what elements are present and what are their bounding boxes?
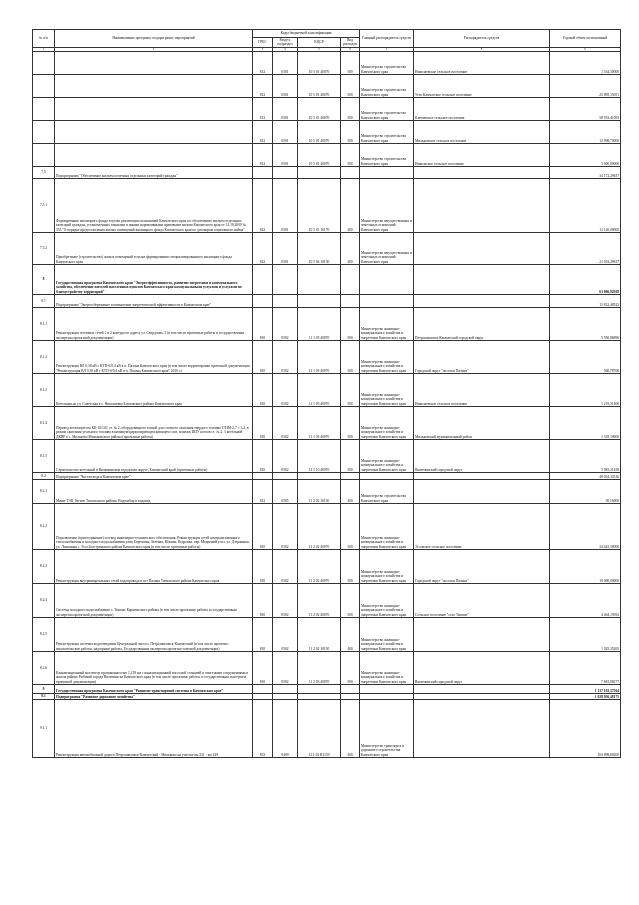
table-row <box>33 480 621 504</box>
row-recipient: Николаевское сельское поселение <box>414 52 550 75</box>
row-kcsr: 11 2 03 40070 <box>298 652 341 685</box>
row-recipient: Николаевское сельское поселение <box>414 374 550 407</box>
header-codes-group: Коды бюджетной классификации <box>253 30 360 38</box>
row-amount: 13 120,00000 <box>550 179 621 233</box>
table-row <box>33 179 621 233</box>
row-name: Подпрограмма "Энергосбережение и повышение энергетической эффективности в Камчатском крае" <box>55 295 253 308</box>
row-grbs: 810 <box>253 341 273 374</box>
row-main-manager: Министерство жилищно-коммунального хозяйства и энергетики Камчатского края <box>360 584 414 618</box>
row-grbs: 812 <box>253 121 273 144</box>
row-number <box>33 144 55 167</box>
table-row <box>33 167 621 179</box>
row-grbs: 810 <box>253 504 273 550</box>
row-expense-type: 500 <box>341 75 360 98</box>
row-main-manager: Министерство строительства Камчатского края <box>360 75 414 98</box>
row-grbs <box>253 295 273 308</box>
row-kcsr: 12 1 02 R1150 <box>298 700 341 758</box>
row-kcsr: 10 5 01 40070 <box>298 52 341 75</box>
row-number <box>33 121 55 144</box>
row-expense-type: 400 <box>341 480 360 504</box>
row-name: Реконструкция ВЛ 0,38 кВ с КТП-6/0,4 кВ в п. Палана Камчатского края (в том числе корректировка проектной документации "Реконструкция ВЛ 0,38 кВ с КТП-6/0,4 кВ в п. Палана Камчатского края" 2016 г.) <box>55 341 253 374</box>
row-amount: 1 137 102,37564 <box>550 685 621 694</box>
row-expense-type: 500 <box>341 550 360 584</box>
row-section <box>273 295 298 308</box>
row-kcsr: 10 5 01 40070 <box>298 75 341 98</box>
row-name: Реконструкция системы водоотведения Центральной части г. Петропавловск-Камчатский (в том числе проектно-изыскательские работы, надзорные работы, Государственная экспертиза проектно-сметной документации) <box>55 618 253 652</box>
row-amount: 7 681,08277 <box>550 652 621 685</box>
row-number: 8.2.4 <box>33 584 55 618</box>
row-main-manager: Министерство жилищно-коммунального хозяйства и энергетики Камчатского края <box>360 618 414 652</box>
row-recipient <box>414 179 550 233</box>
row-expense-type: 500 <box>341 308 360 341</box>
row-expense-type <box>341 265 360 295</box>
row-name: Приобретение (строительство) жилых помещений в целях формирования специализированного жилищного фонда Камчатского края <box>55 233 253 265</box>
row-expense-type: 500 <box>341 52 360 75</box>
row-amount: 21 052,29637 <box>550 233 621 265</box>
row-expense-type <box>341 167 360 179</box>
row-kcsr <box>298 685 341 694</box>
row-name: Подпрограмма "Чистая вода в Камчатском крае" <box>55 473 253 480</box>
row-recipient: Вилючинский городской округ <box>414 440 550 473</box>
row-recipient: Эссовское сельское поселение <box>414 504 550 550</box>
row-number: 8.1.2 <box>33 341 55 374</box>
row-recipient: Городской округ "поселок Палана" <box>414 550 550 584</box>
table-header <box>33 30 621 52</box>
row-number: 8.2.3 <box>33 550 55 584</box>
header-name: Наименование программ, подпрограмм, мероприятий <box>55 30 253 48</box>
row-main-manager: Министерство строительства Камчатского края <box>360 480 414 504</box>
row-number: 8.1.3 <box>33 374 55 407</box>
row-main-manager: Министерство строительства Камчатского края <box>360 52 414 75</box>
row-expense-type <box>341 685 360 694</box>
row-main-manager: Министерство жилищно-коммунального хозяйства и энергетики Камчатского края <box>360 550 414 584</box>
row-kcsr: 11 2 02 40070 <box>298 504 341 550</box>
row-expense-type: 400 <box>341 700 360 758</box>
row-amount: 5 983,21458 <box>550 440 621 473</box>
column-index: 1 <box>33 48 55 52</box>
row-name <box>55 52 253 75</box>
row-main-manager: Министерство транспорта и дорожного строительства Камчатского края <box>360 700 414 758</box>
column-index: 9 <box>550 48 621 52</box>
row-main-manager <box>360 473 414 480</box>
table-row <box>33 685 621 694</box>
row-number: 9 <box>33 685 55 694</box>
row-number: 8.1 <box>33 295 55 308</box>
table-row <box>33 52 621 75</box>
table-body <box>33 52 621 758</box>
row-expense-type <box>341 295 360 308</box>
table-row <box>33 144 621 167</box>
row-recipient: Ключевское сельское поселение <box>414 98 550 121</box>
row-grbs: 810 <box>253 407 273 440</box>
row-amount: 15 832,48522 <box>550 295 621 308</box>
table-row <box>33 341 621 374</box>
row-kcsr: 11 1 10 40070 <box>298 440 341 473</box>
row-amount: 25 895,15051 <box>550 75 621 98</box>
column-index: 7 <box>360 48 414 52</box>
row-section: 0502 <box>273 618 298 652</box>
row-main-manager: Министерство строительства Камчатского края <box>360 121 414 144</box>
row-amount: 1 028 956,48175 <box>550 694 621 700</box>
row-recipient: Сельское поселение "село Тымлат" <box>414 584 550 618</box>
row-recipient <box>414 685 550 694</box>
row-recipient <box>414 480 550 504</box>
row-number: 8.2.1 <box>33 480 55 504</box>
row-grbs: 812 <box>253 144 273 167</box>
row-expense-type: 500 <box>341 121 360 144</box>
row-amount: 1 534,30000 <box>550 52 621 75</box>
row-main-manager <box>360 685 414 694</box>
row-kcsr <box>298 295 341 308</box>
row-kcsr: 11 1 05 40070 <box>298 407 341 440</box>
row-main-manager: Министерство жилищно-коммунального хозяйства и энергетики Камчатского края <box>360 504 414 550</box>
row-name: Реконструкция тепловых сетей 1 и 2 контура по адресу ул. Свердлова, 3 (в том числе проектные работы и государственная экспертиза проектной документации) <box>55 308 253 341</box>
row-amount: 24 443,58000 <box>550 504 621 550</box>
row-name: Котельная на ул. Советская в с. Николаевка Елизовского района Камчатского края <box>55 374 253 407</box>
row-name <box>55 75 253 98</box>
row-kcsr <box>298 473 341 480</box>
row-name: Подпрограмма "Обеспечение жильем почетных отдельных категорий граждан" <box>55 167 253 179</box>
table-row <box>33 121 621 144</box>
row-recipient: Вилючинский городской округ <box>414 652 550 685</box>
header-vr: Вид расходов <box>341 37 360 47</box>
row-number <box>33 52 55 75</box>
row-grbs: 810 <box>253 652 273 685</box>
row-number: 7.5 <box>33 167 55 179</box>
table-row <box>33 700 621 758</box>
row-main-manager: Министерство жилищно-коммунального хозяйства и энергетики Камчатского края <box>360 341 414 374</box>
header-rzpr: Раздел, подраздел <box>273 37 298 47</box>
row-section: 0502 <box>273 504 298 550</box>
row-expense-type: 500 <box>341 504 360 550</box>
column-index: 6 <box>341 48 360 52</box>
row-grbs: 812 <box>253 480 273 504</box>
row-grbs: 812 <box>253 75 273 98</box>
table-row <box>33 233 621 265</box>
row-main-manager: Министерство жилищно-коммунального хозяйства и энергетики Камчатского края <box>360 407 414 440</box>
row-grbs: 810 <box>253 374 273 407</box>
row-recipient <box>414 295 550 308</box>
column-index: 3 <box>253 48 273 52</box>
row-recipient: Городской округ "поселок Палана" <box>414 341 550 374</box>
header-grbs: ГРБС <box>253 37 273 47</box>
row-section: 0502 <box>273 308 298 341</box>
row-grbs <box>253 265 273 295</box>
table-row <box>33 98 621 121</box>
row-grbs: 812 <box>253 52 273 75</box>
row-amount: 3 600,00000 <box>550 144 621 167</box>
row-section: 0502 <box>273 374 298 407</box>
row-amount: 560,78768 <box>550 341 621 374</box>
row-name: Подключение (присоединение) и отвод инженерно-технического обеспечения. Реконструкция сетей централизованного теплоснабжения и холодного водоснабжения улиц Березовая, Зеленая, Южная, Кедровая, пер. Медвежий угол, ул. Дзержинка, ул. Лимонная с. Эссо Быстринского района Камчатского края (в том числе проектные работы) <box>55 504 253 550</box>
row-amount: 1 025,35265 <box>550 618 621 652</box>
column-index: 2 <box>55 48 253 52</box>
row-section: 0502 <box>273 440 298 473</box>
header-kcsr: КЦСР <box>298 37 341 47</box>
row-expense-type: 400 <box>341 233 360 265</box>
row-section: 0501 <box>273 75 298 98</box>
row-number: 9.1 <box>33 694 55 700</box>
row-grbs: 810 <box>253 618 273 652</box>
budget-table <box>32 29 621 758</box>
row-section: 0501 <box>273 144 298 167</box>
row-number: 8.1.4 <box>33 407 55 440</box>
row-main-manager <box>360 265 414 295</box>
row-grbs: 833 <box>253 700 273 758</box>
table-row <box>33 584 621 618</box>
row-amount: 34 172,29637 <box>550 167 621 179</box>
row-main-manager: Министерство жилищно-коммунального хозяйства и энергетики Камчатского края <box>360 374 414 407</box>
table-row <box>33 407 621 440</box>
row-kcsr: 11 2 02 10130 <box>298 618 341 652</box>
row-expense-type: 400 <box>341 618 360 652</box>
row-recipient <box>414 700 550 758</box>
row-grbs: 810 <box>253 550 273 584</box>
table-row <box>33 473 621 480</box>
row-recipient <box>414 265 550 295</box>
row-amount: 4 464,15954 <box>550 584 621 618</box>
row-name <box>55 121 253 144</box>
row-name: Строительство котельной в Вилючинском городском округе, Камчатский край (проектные работы) <box>55 440 253 473</box>
row-kcsr: 11 2 02 40070 <box>298 584 341 618</box>
row-section: 0502 <box>273 407 298 440</box>
row-expense-type: 500 <box>341 374 360 407</box>
row-main-manager: Министерство жилищно-коммунального хозяйства и энергетики Камчатского края <box>360 308 414 341</box>
row-number: 8.2.5 <box>33 618 55 652</box>
row-section: 0502 <box>273 584 298 618</box>
row-amount: 50,16000 <box>550 480 621 504</box>
row-kcsr: 11 2 02 40070 <box>298 550 341 584</box>
row-name: Реконструкция автомобильной дороги Петропавловск-Камчатский - Мильково на участке км 231 - км 249 <box>55 700 253 758</box>
row-number: 8.2.2 <box>33 504 55 550</box>
row-number: 8 <box>33 265 55 295</box>
table-row <box>33 265 621 295</box>
row-name <box>55 98 253 121</box>
row-expense-type: 500 <box>341 341 360 374</box>
row-section: 0502 <box>273 550 298 584</box>
row-section: 0501 <box>273 121 298 144</box>
row-main-manager: Министерство жилищно-коммунального хозяйства и энергетики Камчатского края <box>360 440 414 473</box>
table-row <box>33 550 621 584</box>
row-expense-type: 500 <box>341 652 360 685</box>
table-row <box>33 295 621 308</box>
row-expense-type: 500 <box>341 98 360 121</box>
row-main-manager: Министерство строительства Камчатского края <box>360 98 414 121</box>
row-amount: 10 000,00000 <box>550 550 621 584</box>
row-recipient <box>414 167 550 179</box>
row-section: 0409 <box>273 700 298 758</box>
row-section: 0501 <box>273 98 298 121</box>
row-grbs: 812 <box>253 98 273 121</box>
table-row <box>33 374 621 407</box>
column-index: 4 <box>273 48 298 52</box>
row-number: 7.5.1 <box>33 179 55 233</box>
header-amount: Годовой объем ассигнований <box>550 30 621 48</box>
row-kcsr: 11 2 02 10130 <box>298 480 341 504</box>
row-main-manager: Министерство имущественных и земельных отношений Камчатского края <box>360 179 414 233</box>
row-number: 8.1.1 <box>33 308 55 341</box>
row-kcsr: 11 1 05 40070 <box>298 308 341 341</box>
table-row <box>33 75 621 98</box>
column-index: 8 <box>414 48 550 52</box>
row-section <box>273 473 298 480</box>
row-name: Государственная программа Камчатского края "Энергоэффективность, развитие энергетики и коммунального хозяйства, обеспечение жителей населенных пунктов Камчатского края коммунальными услугами и услугами по благоустройству территорий" <box>55 265 253 295</box>
row-section: 0501 <box>273 179 298 233</box>
row-amount: 104 896,00200 <box>550 700 621 758</box>
row-expense-type: 500 <box>341 440 360 473</box>
row-section <box>273 685 298 694</box>
row-recipient <box>414 233 550 265</box>
row-expense-type: 500 <box>341 144 360 167</box>
column-index: 5 <box>298 48 341 52</box>
header-recipient: Распорядитель средств <box>414 30 550 48</box>
row-grbs: 822 <box>253 233 273 265</box>
row-main-manager: Министерство жилищно-коммунального хозяйства и энергетики Камчатского края <box>360 652 414 685</box>
row-main-manager: Министерство строительства Камчатского края <box>360 144 414 167</box>
row-name: Система холодного водоснабжения с. Тымлат Карагинского района (в том числе проектные работы и государственная экспертиза проектной документации) <box>55 584 253 618</box>
row-recipient: Мильковское сельское поселение <box>414 121 550 144</box>
row-expense-type <box>341 473 360 480</box>
row-kcsr: 10 5 01 40070 <box>298 144 341 167</box>
row-kcsr: 10 5 01 40070 <box>298 98 341 121</box>
row-section: 0502 <box>273 341 298 374</box>
row-amount: 5 550,86896 <box>550 308 621 341</box>
row-kcsr: 10 5 01 10170 <box>298 179 341 233</box>
row-recipient <box>414 618 550 652</box>
row-recipient: Мильковский муниципальный район <box>414 407 550 440</box>
header-num: № п/п <box>33 30 55 48</box>
row-number <box>33 98 55 121</box>
row-kcsr <box>298 265 341 295</box>
table-row <box>33 652 621 685</box>
row-number: 8.2.6 <box>33 652 55 685</box>
table-row <box>33 504 621 550</box>
row-name: Мини-ТЭЦ Тигиль Тигильского района. Водозабор и водовод <box>55 480 253 504</box>
row-kcsr: 10 5 01 40070 <box>298 121 341 144</box>
row-section: 0505 <box>273 480 298 504</box>
table-row <box>33 618 621 652</box>
row-expense-type: 400 <box>341 179 360 233</box>
row-grbs: 810 <box>253 584 273 618</box>
row-name: Формирование жилищного фонда в целях реализации полномочий Камчатского края по обеспечению жильем отдельных категорий граждан, установленных законами и иными нормативными правовыми актами Камчатского края от 31.10.2009 № 353 "О порядке предоставления жилых помещений жилищного фонда Камчатского края по договорам социального найма" <box>55 179 253 233</box>
row-section: 0502 <box>273 652 298 685</box>
row-kcsr <box>298 167 341 179</box>
row-number: 8.2 <box>33 473 55 480</box>
row-grbs <box>253 685 273 694</box>
row-section <box>273 265 298 295</box>
row-amount: 12 998,70000 <box>550 121 621 144</box>
row-name: Реконструкция внутриквартальных сетей водопровода в пгт Палана Тигильского района Камчатского края <box>55 550 253 584</box>
row-name <box>55 144 253 167</box>
row-kcsr: 10 5 04 10130 <box>298 233 341 265</box>
header-grs: Главный распорядитель средств <box>360 30 414 48</box>
row-grbs: 810 <box>253 308 273 341</box>
row-recipient <box>414 473 550 480</box>
row-name: Канализационный коллектор протяженностью 1,218 км с канализационной насосной станцией и очистными сооружениями в жилом районе Рыбачий города Вилючинска Камчатского края (в том числе проектные работы и государственная экспертиза проектной документации) <box>55 652 253 685</box>
row-recipient: Петропавловск-Камчатский городской округ <box>414 308 550 341</box>
row-grbs: 822 <box>253 179 273 233</box>
row-main-manager <box>360 167 414 179</box>
row-number: 8.1.5 <box>33 440 55 473</box>
row-main-manager: Министерство имущественных и земельных отношений Камчатского края <box>360 233 414 265</box>
table-row <box>33 308 621 341</box>
row-grbs: 810 <box>253 440 273 473</box>
row-amount: 48 034,33516 <box>550 473 621 480</box>
row-name: Государственная программа Камчатского края "Развитие транспортной системы в Камчатском крае" <box>55 685 253 694</box>
row-recipient: Усть-Камчатское сельское поселение <box>414 75 550 98</box>
row-amount: 63 866,82928 <box>550 265 621 295</box>
row-name: Перевод котлоагрегата КЕ-10/14С ст. № 2, оборудованного топкой для слоевого сжигания твердого топлива ТЛЗМ-2,7 × 3,2, в режим сжигания угольного топлива в кипящем/циркулирующем кипящем слое, монтаж ШЗУ котлов ст. № 2, 3 котельной ДКВР в с. Мильково Мильковского района (проектные работы) <box>55 407 253 440</box>
row-amount: 1 219,51400 <box>550 374 621 407</box>
row-section: 0501 <box>273 52 298 75</box>
row-amount: 1 318,10000 <box>550 407 621 440</box>
row-kcsr: 11 1 05 40070 <box>298 374 341 407</box>
row-section <box>273 167 298 179</box>
row-name: Подпрограмма "Развитие дорожного хозяйства" <box>55 694 253 700</box>
row-amount: 58 933,41093 <box>550 98 621 121</box>
row-main-manager <box>360 295 414 308</box>
row-number <box>33 75 55 98</box>
row-number: 7.5.2 <box>33 233 55 265</box>
row-grbs <box>253 167 273 179</box>
row-number: 9.1.1 <box>33 700 55 758</box>
table-row <box>33 440 621 473</box>
row-section: 0501 <box>273 233 298 265</box>
row-expense-type: 500 <box>341 584 360 618</box>
row-kcsr: 11 1 05 40070 <box>298 341 341 374</box>
row-grbs <box>253 473 273 480</box>
row-expense-type: 500 <box>341 407 360 440</box>
row-recipient: Никольское сельское поселение <box>414 144 550 167</box>
